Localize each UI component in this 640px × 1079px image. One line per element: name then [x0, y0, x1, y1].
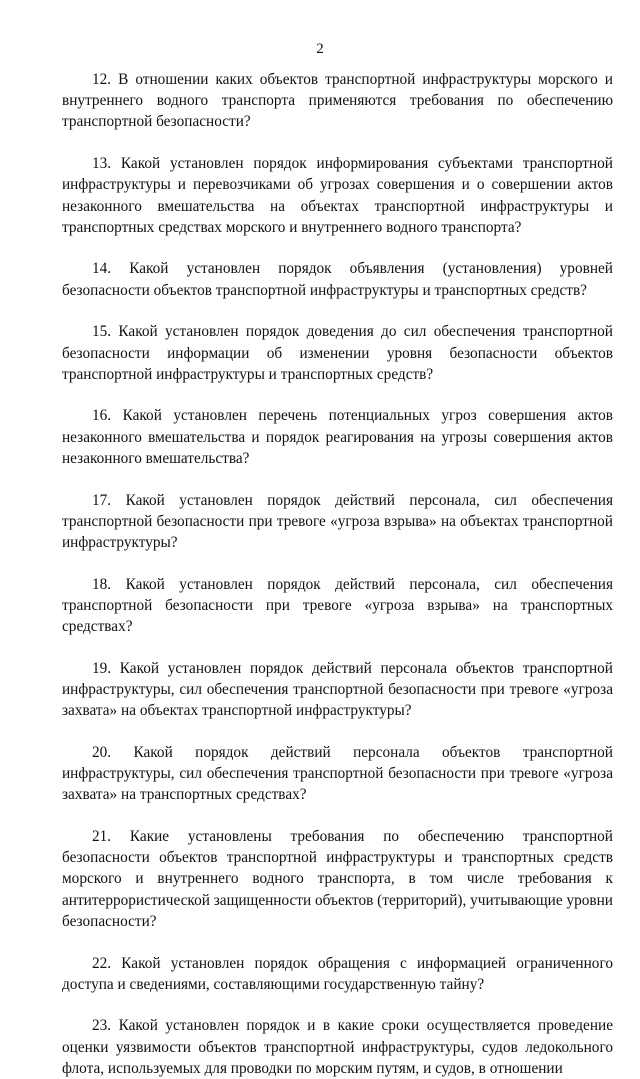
- question-12: 12. В отношении каких объектов транспортной инфраструктуры морского и внутреннего водного транспорта применяются требования по обеспечению транспортной безопасности?: [62, 71, 613, 131]
- page-number: 2: [316, 41, 324, 57]
- question-list: [62, 69, 613, 1079]
- question-22: 22. Какой установлен порядок обращения с информацией ограниченного доступа и сведениями, составляющими государственную тайну?: [62, 954, 613, 993]
- question-23: 23. Какой установлен порядок и в какие сроки осуществляется проведение оценки уязвимости объектов транспортной инфраструктуры, судов ледокольного флота, используемых для проводки по морским путям, и судов, в отношении: [62, 1017, 613, 1077]
- question-17: 17. Какой установлен порядок действий персонала, сил обеспечения транспортной безопасности при тревоге «угроза взрыва» на объектах транспортной инфраструктуры?: [62, 491, 613, 551]
- question-18: 18. Какой установлен порядок действий персонала, сил обеспечения транспортной безопасности при тревоге «угроза взрыва» на транспортных средствах?: [62, 575, 613, 636]
- question-15: 15. Какой установлен порядок доведения до сил обеспечения транспортной безопасности информации об изменении уровня безопасности объектов транспортной инфраструктуры и транспортных средств?: [62, 323, 613, 383]
- question-19: 19. Какой установлен порядок действий персонала объектов транспортной инфраструктуры, сил обеспечения транспортной безопасности при тревоге «угроза захвата» на объектах транспортной инфраструктуры?: [62, 659, 613, 720]
- question-16: 16. Какой установлен перечень потенциальных угроз совершения актов незаконного вмешательства и порядок реагирования на угрозы совершения актов незаконного вмешательства?: [62, 407, 613, 467]
- question-21: 21. Какие установлены требования по обеспечению транспортной безопасности объектов транспортной инфраструктуры и транспортных средств морского и внутреннего водного транспорта, в том числе требования к антитеррористической защищенности объектов (территорий), учитывающие уровни безопасности?: [62, 827, 613, 930]
- question-14: 14. Какой установлен порядок объявления (установления) уровней безопасности объектов транспортной инфраструктуры и транспортных средств?: [62, 260, 613, 299]
- question-13: 13. Какой установлен порядок информирования субъектами транспортной инфраструктуры и перевозчиками об угрозах совершения и о совершении актов незаконного вмешательства на объектах транспортной инфраструктуры и транспортных средствах морского и внутреннего водного транспорта?: [62, 155, 613, 236]
- question-20: 20. Какой порядок действий персонала объектов транспортной инфраструктуры, сил обеспечения транспортной безопасности при тревоге «угроза захвата» на транспортных средствах?: [62, 743, 613, 804]
